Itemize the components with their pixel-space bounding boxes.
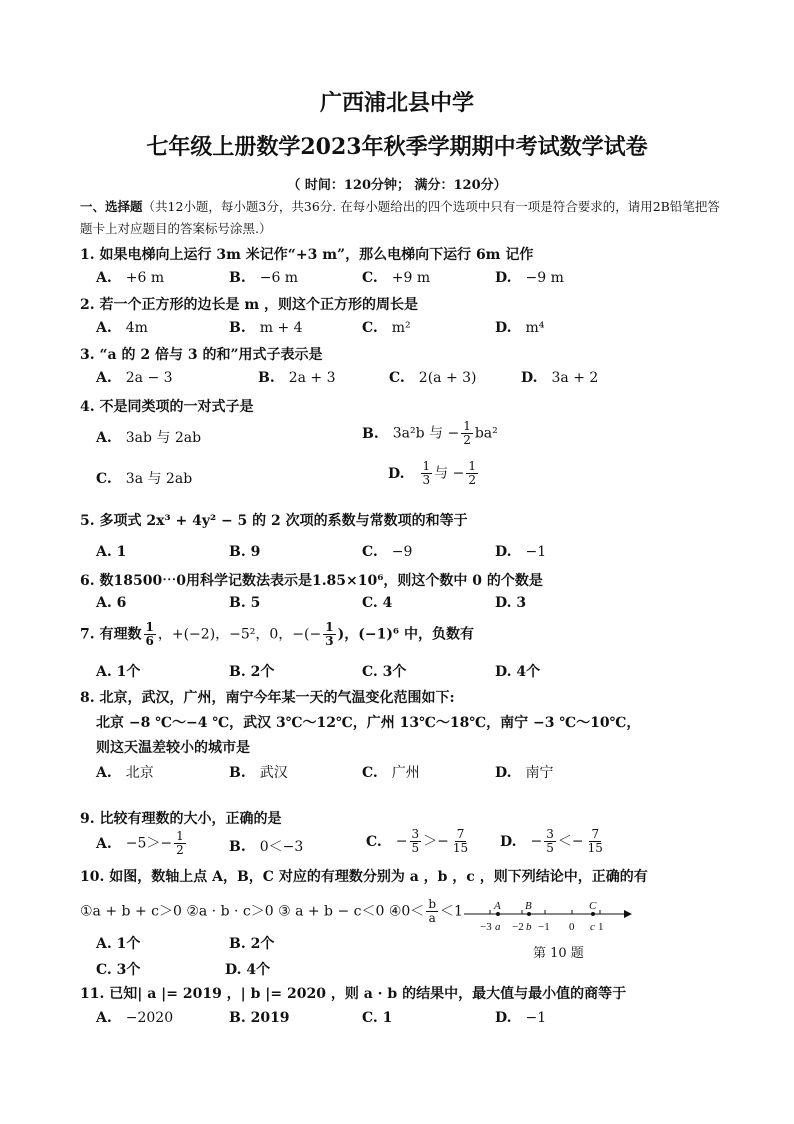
q5-option-c[interactable]: C. −9 bbox=[362, 544, 413, 560]
exam-title: 七年级上册数学2023年秋季学期期中考试数学试卷 bbox=[146, 134, 648, 160]
q1-option-c[interactable]: C. +9 m bbox=[362, 270, 431, 286]
q3-option-a[interactable]: A. 2a − 3 bbox=[96, 370, 173, 386]
tick-label: −2 bbox=[512, 921, 524, 933]
q11-option-b[interactable]: B. 2019 bbox=[229, 1010, 290, 1026]
q11-option-a[interactable]: A. −2020 bbox=[96, 1010, 174, 1026]
tick-label: −3 bbox=[480, 921, 492, 933]
section-instructions bbox=[80, 196, 720, 240]
q3-option-b[interactable]: B. 2a + 3 bbox=[258, 370, 336, 386]
q4-option-a[interactable]: A. 3ab 与 2ab bbox=[96, 430, 202, 446]
point-a bbox=[496, 912, 500, 916]
question-7: 7. 有理数 $\frac{1}{6}$ ，+(−2)，−5²，0，−(− $\frac{1}{3}$ )，(−1)⁶ 中，负数有 bbox=[80, 620, 474, 648]
question-4: 4. 不是同类项的一对式子是 bbox=[80, 399, 254, 415]
question-5: 5. 多项式 2x³ + 4y² − 5 的 2 次项的系数与常数项的和等于 bbox=[80, 513, 468, 529]
fraction: $\frac{1}{6}$ bbox=[145, 620, 154, 648]
section-heading: 一、选择题 bbox=[80, 199, 143, 214]
q8-option-a[interactable]: A. 北京 bbox=[96, 765, 154, 781]
question-1: 1. 如果电梯向上运行 3m 米记作“+3 m”，那么电梯向下运行 6m 记作 bbox=[80, 247, 534, 263]
q8-option-c[interactable]: C. 广州 bbox=[362, 765, 420, 781]
q9-option-b[interactable]: B. 0＜−3 bbox=[229, 839, 304, 855]
q3-option-c[interactable]: C. 2(a + 3) bbox=[389, 370, 477, 386]
question-10: 10. 如图，数轴上点 A，B，C 对应的有理数分别为 a ，b ，c ，则下列结论中，正确的有 bbox=[80, 869, 648, 885]
fraction: $\frac{1}{2}$ bbox=[463, 419, 471, 447]
q1-option-a[interactable]: A. +6 m bbox=[96, 270, 165, 286]
fraction: $\frac{1}{3}$ bbox=[325, 620, 334, 648]
q2-option-b[interactable]: B. m + 4 bbox=[229, 320, 303, 336]
q8-prompt: 则这天温差较小的城市是 bbox=[96, 740, 250, 756]
section-body: （共12小题，每小题3分，共36分. 在每小题给出的四个选项中只有一项是符合要求的，请用2B铅笔把答题卡上对应题目的答案标号涂黑.） bbox=[80, 199, 720, 236]
number-line-ticks bbox=[480, 900, 604, 933]
q7-option-b[interactable]: B. 2个 bbox=[229, 664, 275, 680]
q9-option-a[interactable]: A. −5＞− $\frac{1}{2}$ bbox=[96, 829, 184, 857]
number-line-arrow bbox=[624, 910, 632, 918]
question-3: 3. “a 的 2 倍与 3 的和”用式子表示是 bbox=[80, 347, 323, 363]
q5-option-d[interactable]: D. −1 bbox=[495, 544, 547, 560]
q10-option-c[interactable]: C. 3个 bbox=[96, 962, 141, 978]
q4-option-c[interactable]: C. 3a 与 2ab bbox=[96, 471, 193, 487]
q10-option-d[interactable]: D. 4个 bbox=[225, 962, 271, 978]
tick-label: 1 bbox=[598, 921, 604, 933]
q5-option-a[interactable]: A. 1 bbox=[96, 544, 127, 560]
q9-option-d[interactable]: D. − $\frac{3}{5}$ ＜− $\frac{7}{15}$ bbox=[500, 827, 603, 855]
fraction: $\frac{b}{a}$ bbox=[428, 897, 436, 925]
q6-option-b[interactable]: B. 5 bbox=[229, 595, 261, 611]
tick-label: −1 bbox=[538, 921, 550, 933]
q2-option-d[interactable]: D. m⁴ bbox=[495, 320, 545, 336]
fraction: $\frac{1}{2}$ bbox=[468, 459, 476, 487]
school-title: 广西浦北县中学 bbox=[319, 90, 474, 116]
q10-statements: ①a + b + c＞0 ②a · b · c＞0 ③ a + b − c＜0 ④0＜ $\frac{b}{a}$ ＜1 bbox=[80, 897, 463, 925]
q2-option-c[interactable]: C. m² bbox=[362, 320, 411, 336]
tick-label: 0 bbox=[569, 921, 575, 933]
q5-option-b[interactable]: B. 9 bbox=[229, 544, 261, 560]
question-9: 9. 比较有理数的大小，正确的是 bbox=[80, 811, 282, 827]
question-8: 8. 北京，武汉，广州，南宁今年某一天的气温变化范围如下: bbox=[80, 690, 455, 706]
q3-option-d[interactable]: D. 3a + 2 bbox=[521, 370, 599, 386]
fraction: $\frac{1}{3}$ bbox=[422, 459, 431, 487]
q4-option-d[interactable]: D. $\frac{1}{3}$ 与 − $\frac{1}{2}$ bbox=[388, 459, 476, 487]
point-c bbox=[591, 912, 595, 916]
label-A: A bbox=[494, 900, 501, 912]
q7-option-d[interactable]: D. 4个 bbox=[495, 664, 541, 680]
label-B: B bbox=[525, 900, 532, 912]
tick-label: a bbox=[495, 921, 501, 933]
q6-option-c[interactable]: C. 4 bbox=[362, 595, 393, 611]
exam-meta: （ 时间：120分钟； 满分：120分） bbox=[287, 178, 507, 193]
figure-caption: 第 10 题 bbox=[533, 946, 584, 961]
q11-option-c[interactable]: C. 1 bbox=[362, 1010, 393, 1026]
q1-option-d[interactable]: D. −9 m bbox=[495, 270, 564, 286]
fraction: $\frac{7}{15}$ bbox=[452, 827, 469, 855]
q11-option-d[interactable]: D. −1 bbox=[495, 1010, 547, 1026]
q7-option-a[interactable]: A. 1个 bbox=[96, 664, 141, 680]
tick-label: b bbox=[526, 921, 532, 933]
label-C: C bbox=[589, 900, 597, 912]
q9-option-c[interactable]: C. − $\frac{3}{5}$ ＞− $\frac{7}{15}$ bbox=[366, 827, 469, 855]
q8-option-b[interactable]: B. 武汉 bbox=[229, 765, 288, 781]
point-b bbox=[527, 912, 531, 916]
fraction: $\frac{3}{5}$ bbox=[411, 827, 420, 855]
q10-option-a[interactable]: A. 1个 bbox=[96, 936, 141, 952]
q6-option-a[interactable]: A. 6 bbox=[96, 595, 127, 611]
q1-option-b[interactable]: B. −6 m bbox=[229, 270, 299, 286]
q8-temperatures: 北京 −8 ℃～−4 ℃，武汉 3℃～12℃，广州 13℃～18℃，南宁 −3 ℃～10℃， bbox=[96, 715, 641, 731]
fraction: $\frac{1}{2}$ bbox=[176, 829, 184, 857]
question-2: 2. 若一个正方形的边长是 m ，则这个正方形的周长是 bbox=[80, 297, 419, 313]
q6-option-d[interactable]: D. 3 bbox=[495, 595, 527, 611]
q8-option-d[interactable]: D. 南宁 bbox=[495, 765, 554, 781]
question-6: 6. 数18500⋯0用科学记数法表示是1.85×10⁶，则这个数中 0 的个数是 bbox=[80, 573, 543, 589]
q7-option-c[interactable]: C. 3个 bbox=[362, 664, 407, 680]
q10-option-b[interactable]: B. 2个 bbox=[229, 936, 275, 952]
q2-option-a[interactable]: A. 4m bbox=[96, 320, 148, 336]
q4-option-b[interactable]: B. 3a²b 与 − $\frac{1}{2}$ ba² bbox=[362, 419, 498, 447]
tick-label: c bbox=[590, 921, 595, 933]
fraction: $\frac{3}{5}$ bbox=[546, 827, 554, 855]
question-11: 11. 已知| a |= 2019 ，| b |= 2020 ，则 a · b 的结果中，最大值与最小值的商等于 bbox=[80, 986, 627, 1002]
fraction: $\frac{7}{15}$ bbox=[587, 827, 603, 855]
